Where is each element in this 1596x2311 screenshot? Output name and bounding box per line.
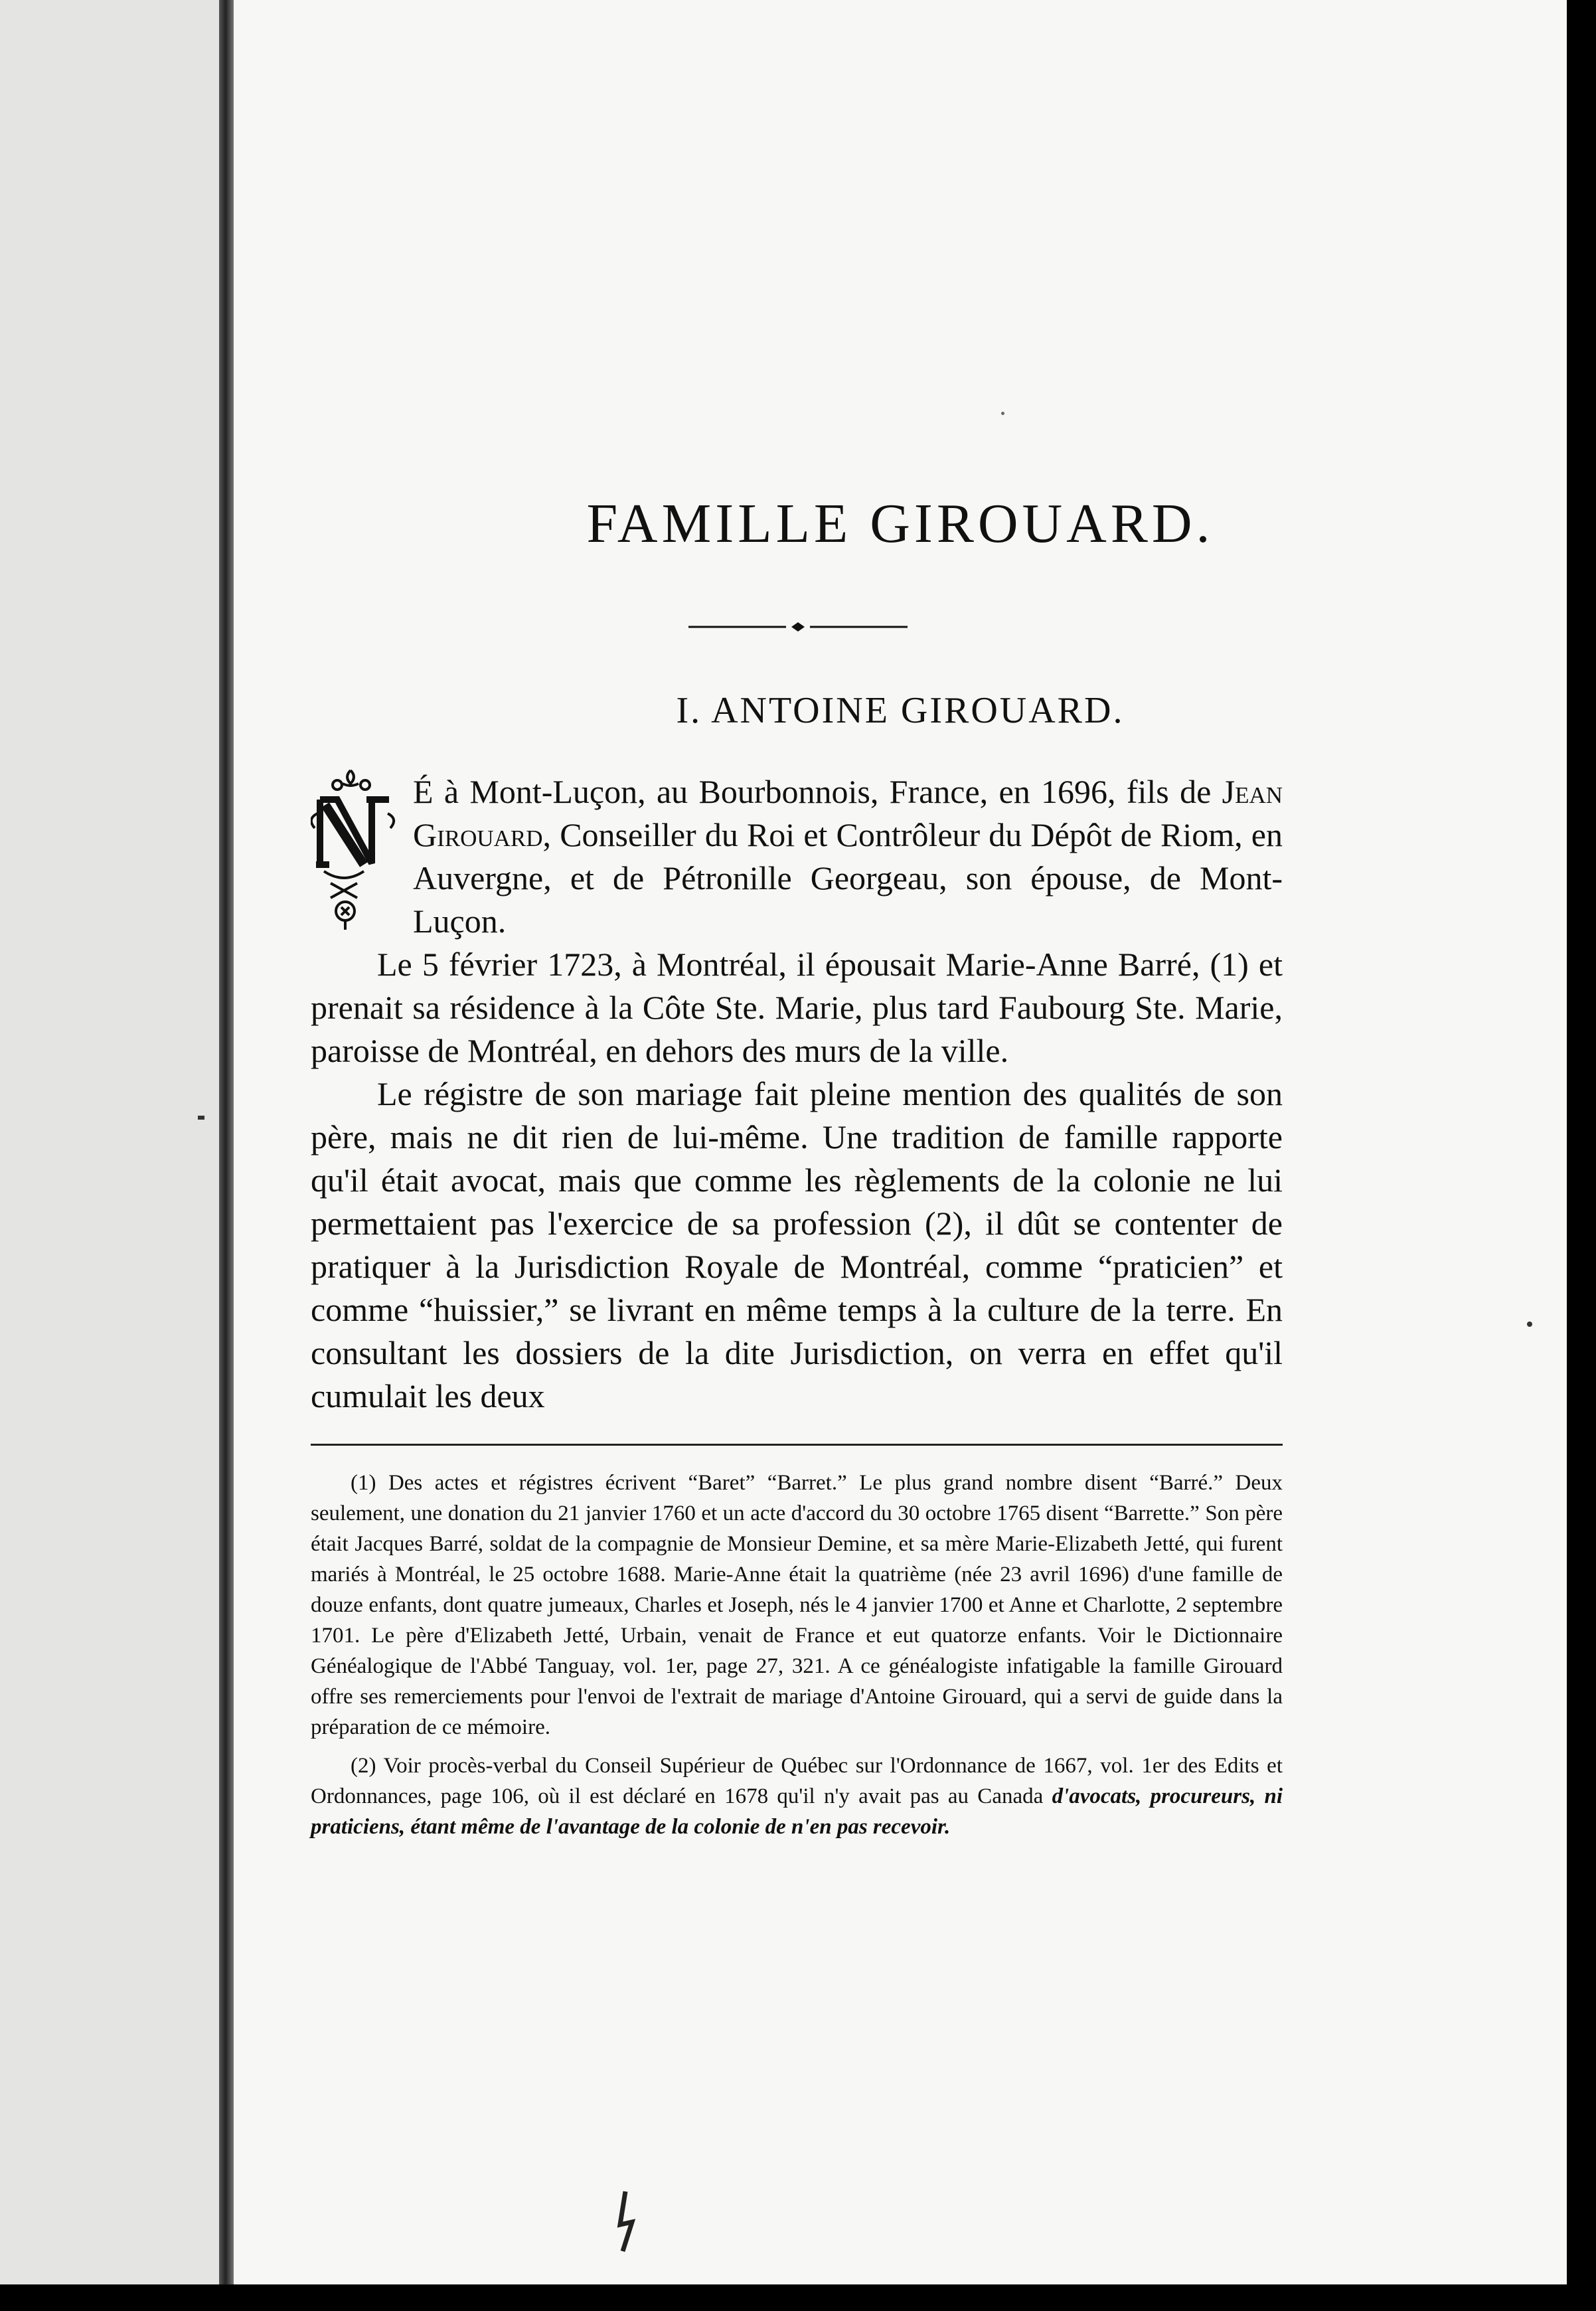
footnote-1: (1) Des actes et régistres écrivent “Baret” “Barret.” Le plus grand nombre disent “Barré.” Deux seulement, une donation du 21 janvier 1760 et un acte d'accord du 30 octobre 1765 disent “Barrette.” Son père était Jacques Barré, soldat de la compagnie de Monsieur Demine, et sa mère Marie-Elizabeth Jetté, qui furent mariés à Montréal, le 25 octobre 1688. Marie-Anne était la quatrième (née 23 avril 1696) d'une famille de douze enfants, dont quatre jumeaux, Charles et Joseph, nés le 4 janvier 1700 et Anne et Charlotte, 2 septembre 1701. Le père d'Elizabeth Jetté, Urbain, venait de France et eut quatorze enfants. Voir le Dictionnaire Généalogique de l'Abbé Tanguay, vol. 1er, page 27, 321. A ce généalogiste infatigable la famille Girouard offre ses remerciements pour l'envoi de l'extrait de mariage d'Antoine Girouard, qui a servi de guide dans la préparation de ce mémoire.	[311, 1471, 1283, 1739]
document-page	[234, 0, 1567, 2284]
title-ornament	[685, 614, 911, 640]
ink-mark	[605, 2185, 645, 2258]
previous-page-margin	[0, 0, 219, 2284]
person-name: Jean Girouard,	[413, 773, 1283, 853]
paragraph-1	[311, 770, 1283, 943]
dust-speck	[198, 1116, 204, 1120]
paragraph-1-opening: É à Mont-Luçon, au Bourbonnois, France, en 1696, fils de	[413, 773, 1212, 810]
paragraph-3: Le régistre de son mariage fait pleine mention des qualités de son père, mais ne dit rien de lui-même. Une tradition de famille rapporte qu'il était avocat, mais que comme les règlements de la colonie ne lui permettaient pas l'exercice de sa profession (2), il dût se contenter de pratiquer à la Jurisdiction Royale de Montréal, comme “praticien” et comme “huissier,” se livrant en même temps à la culture de la terre. En consultant les dossiers de la dite Jurisdiction, on verra en effet qu'il cumulait les deux	[311, 1075, 1283, 1414]
dust-speck	[1527, 1322, 1532, 1327]
paragraph-1-continuation: Conseiller du Roi et Contrôleur du Dépôt de Riom, en Auvergne, et de Pétronille Georgeau, son épouse, de Mont-Luçon.	[413, 816, 1283, 940]
footnotes	[311, 1468, 1283, 1850]
footnote-2-quotation: d'avocats, procureurs, ni praticiens, étant même de l'avantage de la colonie de n'en pas recevoir.	[311, 1784, 1283, 1839]
footnote-2-text: (2) Voir procès-verbal du Conseil Supérieur de Québec sur l'Ordonnance de 1667, vol. 1er des Edits et Ordonnances, page 106, où il est déclaré en 1678 qu'il n'y avait pas au Canada	[311, 1754, 1283, 1808]
footnote-2	[311, 1751, 1283, 1842]
book-spine-shadow	[219, 0, 234, 2284]
page-title: FAMILLE GIROUARD.	[586, 493, 1214, 555]
chapter-heading: I. ANTOINE GIROUARD.	[676, 690, 1125, 731]
body-text	[311, 770, 1283, 1418]
paragraph-2: Le 5 février 1723, à Montréal, il épousait Marie-Anne Barré, (1) et prenait sa résidence à la Côte Ste. Marie, plus tard Faubourg Ste. Marie, paroisse de Montréal, en dehors des murs de la ville.	[311, 946, 1283, 1069]
footnote-separator	[311, 1444, 1283, 1446]
ornamental-initial-n	[311, 765, 398, 931]
dust-speck	[1001, 412, 1004, 415]
